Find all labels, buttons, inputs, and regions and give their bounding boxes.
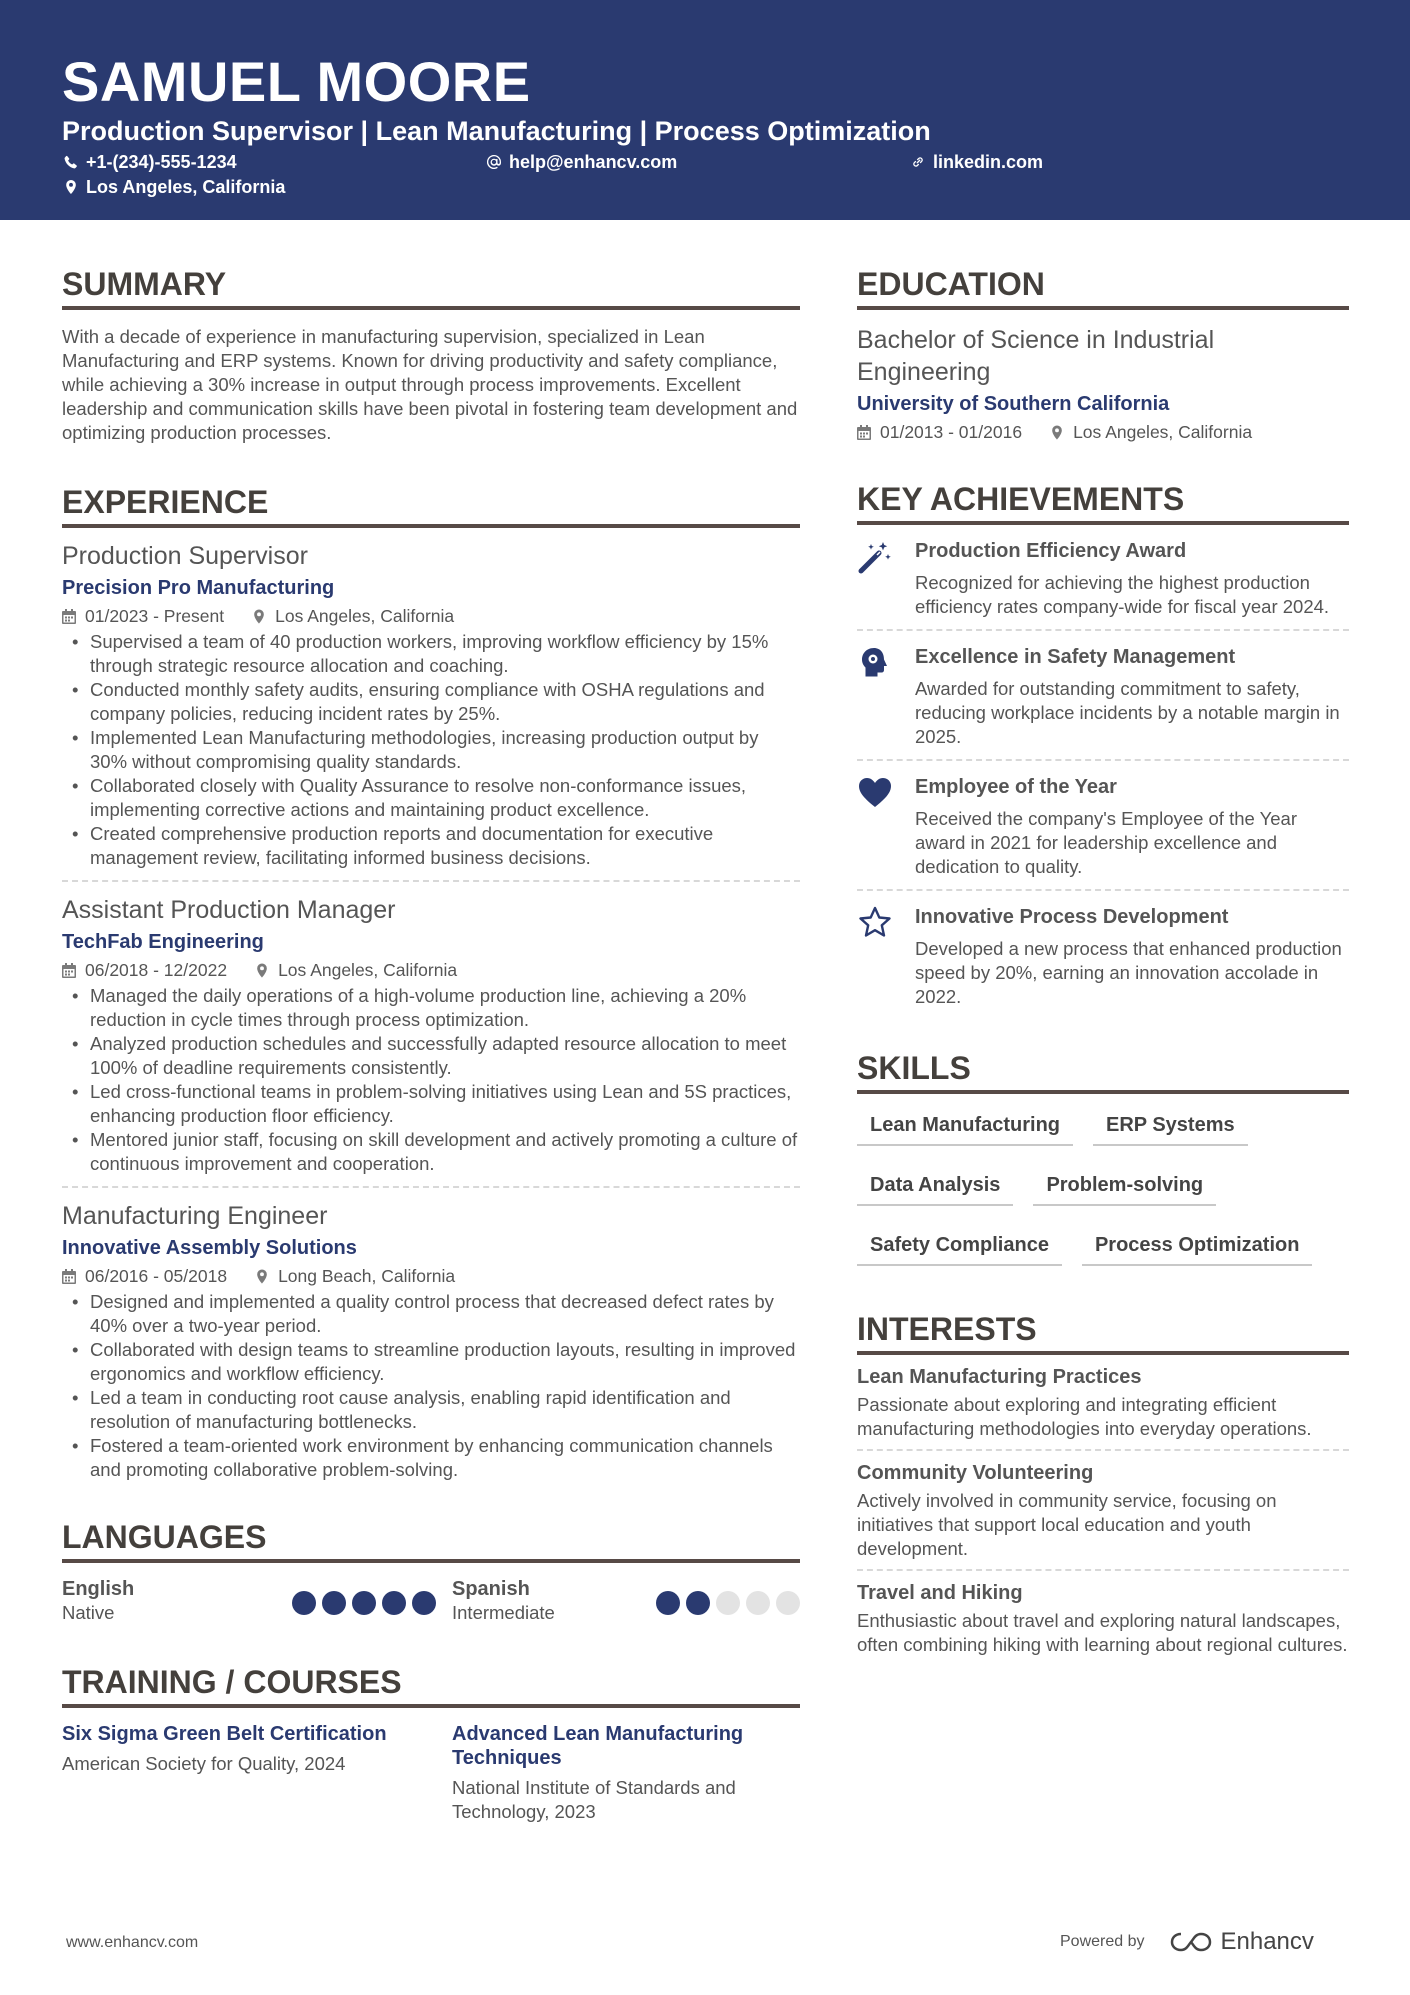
job-location [255,1264,455,1288]
job-entry [62,528,800,882]
education-location [1050,420,1252,444]
calendar-icon [857,425,871,440]
achievements-heading: KEY ACHIEVEMENTS [857,480,1349,525]
brand-logo[interactable] [1169,1928,1314,1956]
language-level: Intermediate [452,1602,555,1623]
job-meta [62,1264,800,1288]
training-heading: TRAINING / COURSES [62,1663,800,1708]
rating-dot [292,1591,316,1615]
job-bullet: • Managed the daily operations of a high-volume production line, achieving a 20% reduction in cycle times through process optimization. [62,984,800,1032]
rating-dot [322,1591,346,1615]
skill-tag: Lean Manufacturing [857,1106,1073,1146]
rating-dot [352,1591,376,1615]
language-rating [656,1591,800,1615]
rating-dot [382,1591,406,1615]
interest-desc: Passionate about exploring and integrating efficient manufacturing methodologies into everyday operations. [857,1394,1312,1439]
job-title: Manufacturing Engineer [62,1202,328,1230]
contact-email[interactable] [487,151,677,173]
summary-text: With a decade of experience in manufacturing supervision, specialized in Lean Manufacturing and ERP systems. Known for driving productivity and safety compliance, while achieving a 30% increase in output through process improvements. Excellent leadership and communication skills have been pivotal in fostering team development and optimizing production processes. [62,326,798,443]
course-item [452,1722,800,1824]
language-item [62,1577,452,1625]
course-title: Advanced Lean Manufacturing Techniques [452,1723,744,1769]
location-pin-icon [255,1269,269,1284]
candidate-name: SAMUEL MOORE [62,50,531,113]
job-entry [62,882,800,1188]
language-level: Native [62,1602,115,1623]
job-bullet: • Supervised a team of 40 production workers, improving workflow efficiency by 15% through strategic resource allocation and coaching. [62,630,800,678]
education-heading: EDUCATION [857,265,1349,310]
skill-tag: Data Analysis [857,1166,1013,1206]
education-degree: Bachelor of Science in Industrial Engineering [857,326,1215,386]
job-location-text: Long Beach, California [278,1266,456,1286]
head-brain-icon [857,645,893,681]
job-location [255,958,457,982]
language-item [452,1577,800,1625]
interest-desc: Enthusiastic about travel and exploring natural landscapes, often combining hiking with learning about regional cultures. [857,1610,1348,1655]
interest-desc: Actively involved in community service, focusing on initiatives that support local education and youth development. [857,1490,1277,1559]
job-bullet: • Led a team in conducting root cause analysis, enabling rapid identification and resolution of manufacturing bottlenecks. [62,1386,800,1434]
contact-email-text: help@enhancv.com [509,152,678,172]
achievement-desc: Awarded for outstanding commitment to safety, reducing workplace incidents by a notable margin in 2025. [915,678,1340,747]
training-section [62,1663,800,1824]
achievement-title: Innovative Process Development [915,906,1229,928]
achievement-title: Employee of the Year [915,776,1117,798]
education-section [857,265,1349,444]
achievement-title: Excellence in Safety Management [915,646,1236,668]
job-company: Precision Pro Manufacturing [62,577,335,599]
rating-dot [746,1591,770,1615]
left-column [62,265,800,1824]
rating-dot [716,1591,740,1615]
rating-dot [412,1591,436,1615]
job-bullet: • Fostered a team-oriented work environment by enhancing communication channels and promoting collaborative problem-solving. [62,1434,800,1482]
language-name: English [62,1578,135,1600]
achievements-section [857,480,1349,1019]
interest-item [857,1355,1349,1451]
calendar-icon [62,963,76,978]
language-name: Spanish [452,1578,530,1600]
job-dates [62,604,224,628]
heart-icon [857,775,893,811]
at-icon [487,155,501,169]
brand-name: Enhancv [1220,1928,1314,1955]
interests-section [857,1310,1349,1665]
education-location-text: Los Angeles, California [1073,422,1253,442]
job-meta [62,604,800,628]
resume-header [0,0,1410,220]
job-bullets [62,630,800,870]
contact-phone[interactable] [64,151,237,173]
job-title: Assistant Production Manager [62,896,396,924]
magic-wand-icon [857,539,893,575]
training-list [62,1722,800,1824]
contact-location-text: Los Angeles, California [86,177,286,197]
star-icon [857,905,893,941]
interest-item [857,1451,1349,1571]
job-title: Production Supervisor [62,542,308,570]
languages-heading: LANGUAGES [62,1518,800,1563]
job-bullet: • Conducted monthly safety audits, ensuring compliance with OSHA regulations and company policies, reducing incident rates by 25%. [62,678,800,726]
course-provider: National Institute of Standards and Technology, 2023 [452,1777,736,1822]
summary-heading: SUMMARY [62,265,800,310]
rating-dot [656,1591,680,1615]
job-bullets [62,1290,800,1482]
job-bullet: • Collaborated with design teams to streamline production layouts, resulting in improved ergonomics and workflow efficiency. [62,1338,800,1386]
job-bullet: • Implemented Lean Manufacturing methodologies, increasing production output by 30% without compromising quality standards. [62,726,800,774]
contact-linkedin[interactable] [911,151,1043,173]
location-pin-icon [255,963,269,978]
skill-tag: Process Optimization [1082,1226,1313,1266]
job-bullet: • Designed and implemented a quality control process that decreased defect rates by 40% over a two-year period. [62,1290,800,1338]
skill-tag: Problem-solving [1033,1166,1216,1206]
job-bullet: • Collaborated closely with Quality Assurance to resolve non-conformance issues, implementing corrective actions and maintaining product excellence. [62,774,800,822]
achievement-item [857,761,1349,891]
achievement-title: Production Efficiency Award [915,540,1187,562]
right-column [857,265,1349,1665]
enhancv-logo-icon [1169,1930,1213,1954]
languages-section [62,1518,800,1625]
location-pin-icon [1050,425,1064,440]
language-rating [292,1591,436,1615]
contact-linkedin-text: linkedin.com [933,152,1044,172]
skill-tag: ERP Systems [1093,1106,1248,1146]
achievement-item [857,525,1349,631]
achievement-item [857,891,1349,1019]
job-location-text: Los Angeles, California [275,606,455,626]
job-entry [62,1188,800,1492]
footer-website[interactable]: www.enhancv.com [66,1934,199,1951]
interests-heading: INTERESTS [857,1310,1349,1355]
education-dates-text: 01/2013 - 01/2016 [880,422,1023,442]
skills-heading: SKILLS [857,1049,1349,1094]
achievement-desc: Received the company's Employee of the Year award in 2021 for leadership excellence and dedication to quality. [915,808,1297,877]
candidate-headline: Production Supervisor | Lean Manufacturing | Process Optimization [62,116,931,146]
job-location [252,604,454,628]
interest-item [857,1571,1349,1665]
job-dates [62,1264,227,1288]
contact-location [64,176,285,198]
education-meta [857,420,1349,444]
interest-title: Travel and Hiking [857,1582,1023,1604]
job-dates-text: 06/2016 - 05/2018 [85,1266,228,1286]
contact-phone-text: +1-(234)-555-1234 [86,152,237,172]
job-location-text: Los Angeles, California [278,960,458,980]
achievement-item [857,631,1349,761]
job-company: TechFab Engineering [62,931,264,953]
rating-dot [686,1591,710,1615]
course-item [62,1722,452,1824]
course-title: Six Sigma Green Belt Certification [62,1723,387,1745]
experience-heading: EXPERIENCE [62,483,800,528]
calendar-icon [62,609,76,624]
phone-icon [64,155,78,169]
languages-list [62,1577,800,1625]
achievement-desc: Recognized for achieving the highest production efficiency rates company-wide for fiscal year 2024. [915,572,1330,617]
interest-title: Community Volunteering [857,1462,1094,1484]
achievement-desc: Developed a new process that enhanced production speed by 20%, earning an innovation accolade in 2022. [915,938,1342,1007]
job-bullet: • Analyzed production schedules and successfully adapted resource allocation to meet 100% of deadline requirements consistently. [62,1032,800,1080]
job-bullet: • Mentored junior staff, focusing on skill development and actively promoting a culture of continuous improvement and cooperation. [62,1128,800,1176]
course-provider: American Society for Quality, 2024 [62,1753,346,1774]
rating-dot [776,1591,800,1615]
experience-section [62,483,800,1492]
skills-section [857,1049,1349,1266]
footer-branding [1060,1928,1314,1956]
job-bullet: • Led cross-functional teams in problem-solving initiatives using Lean and 5S practices, enhancing production floor efficiency. [62,1080,800,1128]
job-meta [62,958,800,982]
location-pin-icon [64,180,78,194]
education-school: University of Southern California [857,393,1170,415]
job-dates [62,958,227,982]
summary-section [62,265,800,445]
job-dates-text: 06/2018 - 12/2022 [85,960,228,980]
link-icon [911,155,925,169]
education-dates [857,420,1022,444]
location-pin-icon [252,609,266,624]
job-bullets [62,984,800,1176]
job-dates-text: 01/2023 - Present [85,606,225,626]
calendar-icon [62,1269,76,1284]
job-company: Innovative Assembly Solutions [62,1237,357,1259]
powered-by-label: Powered by [1060,1933,1145,1950]
skill-tag: Safety Compliance [857,1226,1062,1266]
job-bullet: • Created comprehensive production reports and documentation for executive management review, facilitating informed business decisions. [62,822,800,870]
interest-title: Lean Manufacturing Practices [857,1366,1142,1388]
skills-list [857,1106,1349,1266]
